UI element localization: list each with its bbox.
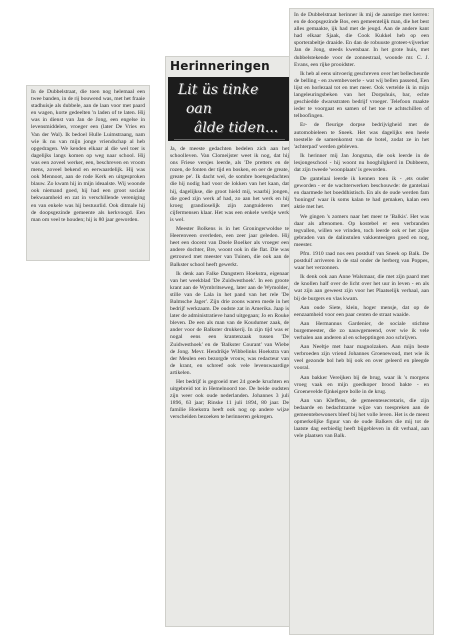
paragraph: Aan bakker Vereijken bij de brug, waar ik 's morgens vroeg vaak en mijn goedkoper brood bakte - en Groenevelde fijnkeigere bolle in de krug. <box>294 374 429 395</box>
paragraph: Pfm. 1910 raad nos een postduif van Sneek op Balk. De postduif arriveren in de stal onder de herberg van Poppes, waar het verzonnen. <box>294 251 429 272</box>
paragraph: In de Dubbelstraat, die toen nog helemaal een twee banden, in de rij bouwend was, met het fraaie stadhuisje als dubbele, aan de laan voor met paard en wagen, korte gedeelten 'n laden of te laten. Hij was in dienst van Jan de Jong, een engelse in levensmiddelen, vroeger een (later De Vries en Van der Wal). Ik bedoel Hulle Luimstraang, nam wie ik nu van mijn jonge vriendschap al heb opgedragen. We kenden elkaar al die wel toer is dagelijks langs komen op weg naar school. Hij was een zoveel werker, een, beschreven en vroom mens, zoveel bekend en eerwaardelijk. Hij was ook Mennoot, aan de rode Kerk en uitgesproken blauw. Zo kwam hij in mijn ideaalste. Wij woonde ook niemand goed, hij had een groot sociale bekwaamheid en zat in verschillende vereniging en van enkele was hij bestuurlid. Ook ditmale hij de doopsgezinde gemeente als kerkvoogd. Een man om veel te houden; hij is 80 jaar geworden. <box>31 89 145 223</box>
paragraph: In de Dubbelstraat herinner ik mij de aanstipe met kerren: en de doopsgezinde Bos, een gemeentelijk man, die het best alles gemaakte, ijk had met de jeugd. Aan de andere kant had elkaar Sjaak, die Cook Kukkel heb op een sporterabeltje draaide. En dan de robuuste groteet-vijverker Jan de Jong, steeds kwetsbaar. In het grote huis, met dubbelstekende voor de zonnestraal, woonde mr. C. J. Evans, een rijke prooidster. <box>294 12 429 68</box>
paragraph: Meester Bolkens is in het Groningerwoldse te Heerenveen overleden, een zeer jaar geleden. Hij heet een docent van Doele Boelker als vroeger een andere dochter, Bre, woont ook in die flat. Die was getrouwd met meester van Tuinen, die ook aan de Balkster school heeft gewerkt. <box>170 226 289 268</box>
paragraph: Ik denk ook aan Anne Walsmaar, die met zijn paard met de knollen half over de licht over het uur in leven - en als wat zijn aan geweest zijn voor het Plaatselijk verhaal, aan bij de burgers en vlas kwam. <box>294 274 429 302</box>
banner-line-2: oan <box>186 101 212 117</box>
paragraph: De gantelaai leerde ik kennen toen ik - ,ets ouder geworden - er de wachterwerken beschouwde: de gantelaai en daarmede het boeddhistisch. En als de oude werden fam 'honingst' waar ik soms kalan te had gemaken, kalan een aktie met het. <box>294 176 429 211</box>
paragraph: Ja, de meeste gedachten bedelen zich aan het schoolleven. Van Clomeijster weet ik nog, dat hij ons Friese versjes leerde, als 'De pretters en de rozen, de fonten der tijd en bosken, en oer de greate, greate pe'. Ik dacht wel, de sombre boetsgedachten die hij nodig had voor de lokken van het kaan, dat hij, dagelijkse, die groot hield mij, waarbij jongen, die goed zijn werk af had, zo aan het werk en hij kroeg grandioselijk zijn zangtuideren met cijfermensen klaar. Het was een enkele werkje werk is wel. <box>170 146 289 223</box>
paragraph: Aan Neeltje met haar magnolzaken. Aan mijn beste verbroeden zijn vriend Johannes Groenewoud, met wie ik veel gezonde bol heb bij ook en over geleerd en pleegde vooral. <box>294 344 429 372</box>
paragraph: Ik denk aan Falke Dangstern Hoekstra, eigenaar van het weekblad 'De Zuidwesthoek'. In een groote krant aan de Wymbritseweg, later aan de Wymolder, stille van de Lala in het pand van het rele 'De Balmsche Jager'. Zijn drie zoons waren mede in het bedrijf werkzaam. De oudste zat in Amerika. Jaap is later de administratieve hand uitgegaan; Jo en Rouke bleven. De een als man van de Koudumer zaak, de ander voor de Balkster drukkerij. In zijn tijd was er nogal eens een krantenzaak tussen 'De Zuidwesthoek' en de 'Balkster Courant' van Wiebe de Jong. Mevr. Hendrikje Wibbelinks Hoekstra van der Meulen een bezorgde vrouw, was redacteur van de krant, en schreef ook vele levenswaardige artikelen. <box>170 270 289 376</box>
article-headline: Herinneringen <box>170 59 270 73</box>
article-text-left <box>31 89 145 224</box>
banner-line-3: âlde tiden... <box>194 120 279 136</box>
clipping-middle <box>165 56 294 627</box>
article-text-middle <box>170 146 289 422</box>
banner-rule <box>174 139 285 140</box>
paragraph: Aan van Kleffens, de gemeentesecretaris, die zijn bedaarde en bedachtzame wijze van toespreken aan de gemeentebewoners bleef bij het volle leven. Het is de meest opmerkelijke figuur van de oude Balkers die mij tot de laatste dag eerbiedig heeft bijgebleven in dit verhaal, aan vele plaatsen van Balk. <box>294 397 429 440</box>
paragraph: We gingen 's zomers naar het meer te 'Balkis'. Het was daar als aftenomen. Op kostebel er een verbranden tegvallen, willen we vrinden, toch leerde ook er het zijne gebraden van de dalinstulen vakkenteeigen goed en nog, meester. <box>294 213 429 248</box>
banner-line-1: Lit üs tinke <box>178 82 259 98</box>
paragraph: Ik heb al eens uitvoerig geschreven over het bellecheurde de belling - en zwembevoerle - wat wij bellen passend, Een lijst en horlezaal tot en met meer. Ook vertelde ik in mijn langeleuringsbeken van het Dorpshuis, bar, echte geschiedde dwarsstraten bedrijf vroeger. Telefoon maakte ieder te voorgaat en samen of het toe te achtschillen of telboofingen. <box>294 70 429 120</box>
column-banner <box>168 77 291 141</box>
article-text-right <box>294 12 429 440</box>
paragraph: Er- de fleurige dorpse bedrijvigheid met de automobieleen te Sneek. Het was dagelijks een heele toestelle de samenkomst van de botel, zodat ze in het 'achterpad' werden gebleven. <box>294 122 429 150</box>
paragraph: Aan oude Siete, klein, hoger mensje, dat op de eenzaamheid voor een paar centen de straat waaide. <box>294 304 429 318</box>
paragraph: Aan Hermannus Gardenier, de sociale stichtse burgemeester, die zo nauwgemeend, over wie ik vele verhalen aan anderen al en schepptingen zoo schrijven. <box>294 320 429 342</box>
paragraph: Ik herinner mij Jan Jongsma, die ook leerde in de lesjongeschool - hij woont nu hooghilgkerd in Dubbeem, dat zijn tweede 'woonplaats' is geworden. <box>294 152 429 173</box>
clipping-left <box>26 85 150 261</box>
clipping-right <box>289 8 434 635</box>
paragraph: Het bedrijf is gegroeid met 24 goede kruchten en uitgebreid tot in Hemelnoord toe. De beide oudsten zijn weer ook oude nederlanden. Johannes 3 juli 1896, 63 jaar; Rinske 11 juli 1894, 80 jaar. De familie Hoekstra heeft ook nog op andere wijze verscheiden bezoeken te herinneren gekregen. <box>170 379 289 421</box>
